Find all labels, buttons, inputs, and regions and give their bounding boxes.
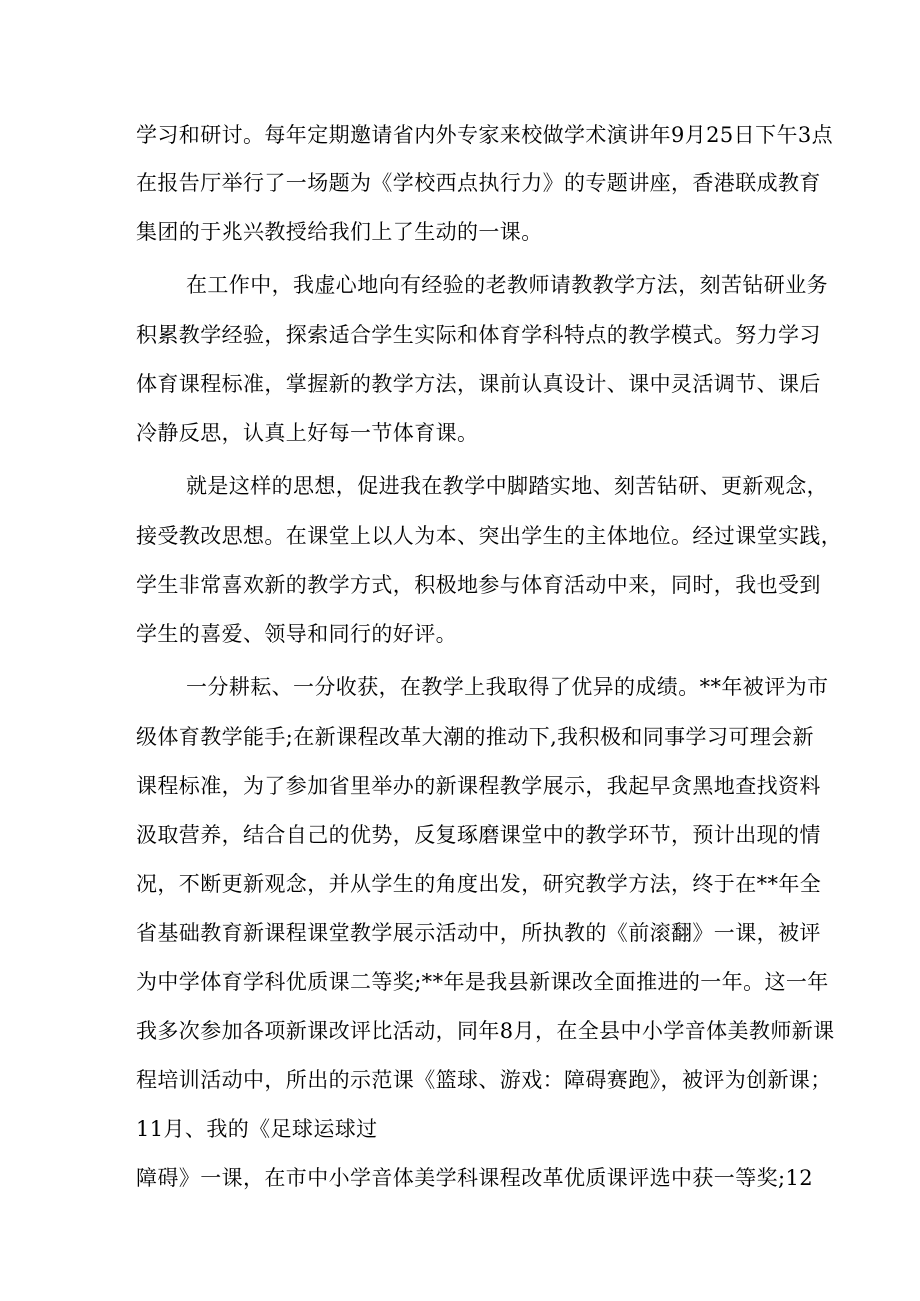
paragraph-start-line: 在工作中，我虚心地向有经验的老教师请教教学方法，刻苦钻研业务 — [186, 273, 828, 297]
text-line: 课程标准，为了参加省里举办的新课程教学展示，我起早贪黑地查找资料 — [136, 774, 821, 798]
text-line: 省基础教育新课程课堂教学展示活动中，所执教的《前滚翻》一课，被评 — [136, 921, 821, 945]
text-line: 在报告厅举行了一场题为《学校西点执行力》的专题讲座，香港联成教育 — [136, 171, 821, 195]
text-line: 接受教改思想。在课堂上以人为本、突出学生的主体地位。经过课堂实践， — [136, 524, 843, 548]
text-line: 况，不断更新观念，并从学生的角度出发，研究教学方法，终于在**年全 — [136, 872, 822, 896]
text-line: 11月、我的《足球运球过 — [136, 1117, 378, 1141]
text-line: 集团的于兆兴教授给我们上了生动的一课。 — [136, 220, 543, 244]
text-line: 学生非常喜欢新的教学方式，积极地参与体育活动中来，同时，我也受到 — [136, 573, 821, 597]
text-line: 冷静反思，认真上好每一节体育课。 — [136, 421, 479, 445]
text-line: 障碍》一课，在市中小学音体美学科课程改革优质课评选中获一等奖;12 — [136, 1166, 813, 1190]
text-line: 学习和研讨。每年定期邀请省内外专家来校做学术演讲年9月25日下午3点 — [136, 123, 834, 147]
paragraph-start-line: 一分耕耘、一分收获，在教学上我取得了优异的成绩。**年被评为市 — [186, 675, 829, 699]
text-line: 程培训活动中，所出的示范课《篮球、游戏：障碍赛跑》，被评为创新课； — [136, 1068, 832, 1092]
text-line: 级体育教学能手;在新课程改革大潮的推动下,我积极和同事学习可理会新 — [136, 725, 814, 749]
text-line: 积累教学经验，探索适合学生实际和体育学科特点的教学模式。努力学习 — [136, 323, 821, 347]
text-line: 为中学体育学科优质课二等奖;**年是我县新课改全面推进的一年。这一年 — [136, 970, 829, 994]
text-line: 学生的喜爱、领导和同行的好评。 — [136, 622, 457, 646]
text-line: 我多次参加各项新课改评比活动，同年8月，在全县中小学音体美教师新课 — [136, 1019, 835, 1043]
text-line: 汲取营养，结合自己的优势，反复琢磨课堂中的教学环节，预计出现的情 — [136, 823, 821, 847]
paragraph-start-line: 就是这样的思想，促进我在教学中脚踏实地、刻苦钻研、更新观念， — [186, 474, 828, 498]
text-line: 体育课程标准，掌握新的教学方法，课前认真设计、课中灵活调节、课后 — [136, 372, 821, 396]
